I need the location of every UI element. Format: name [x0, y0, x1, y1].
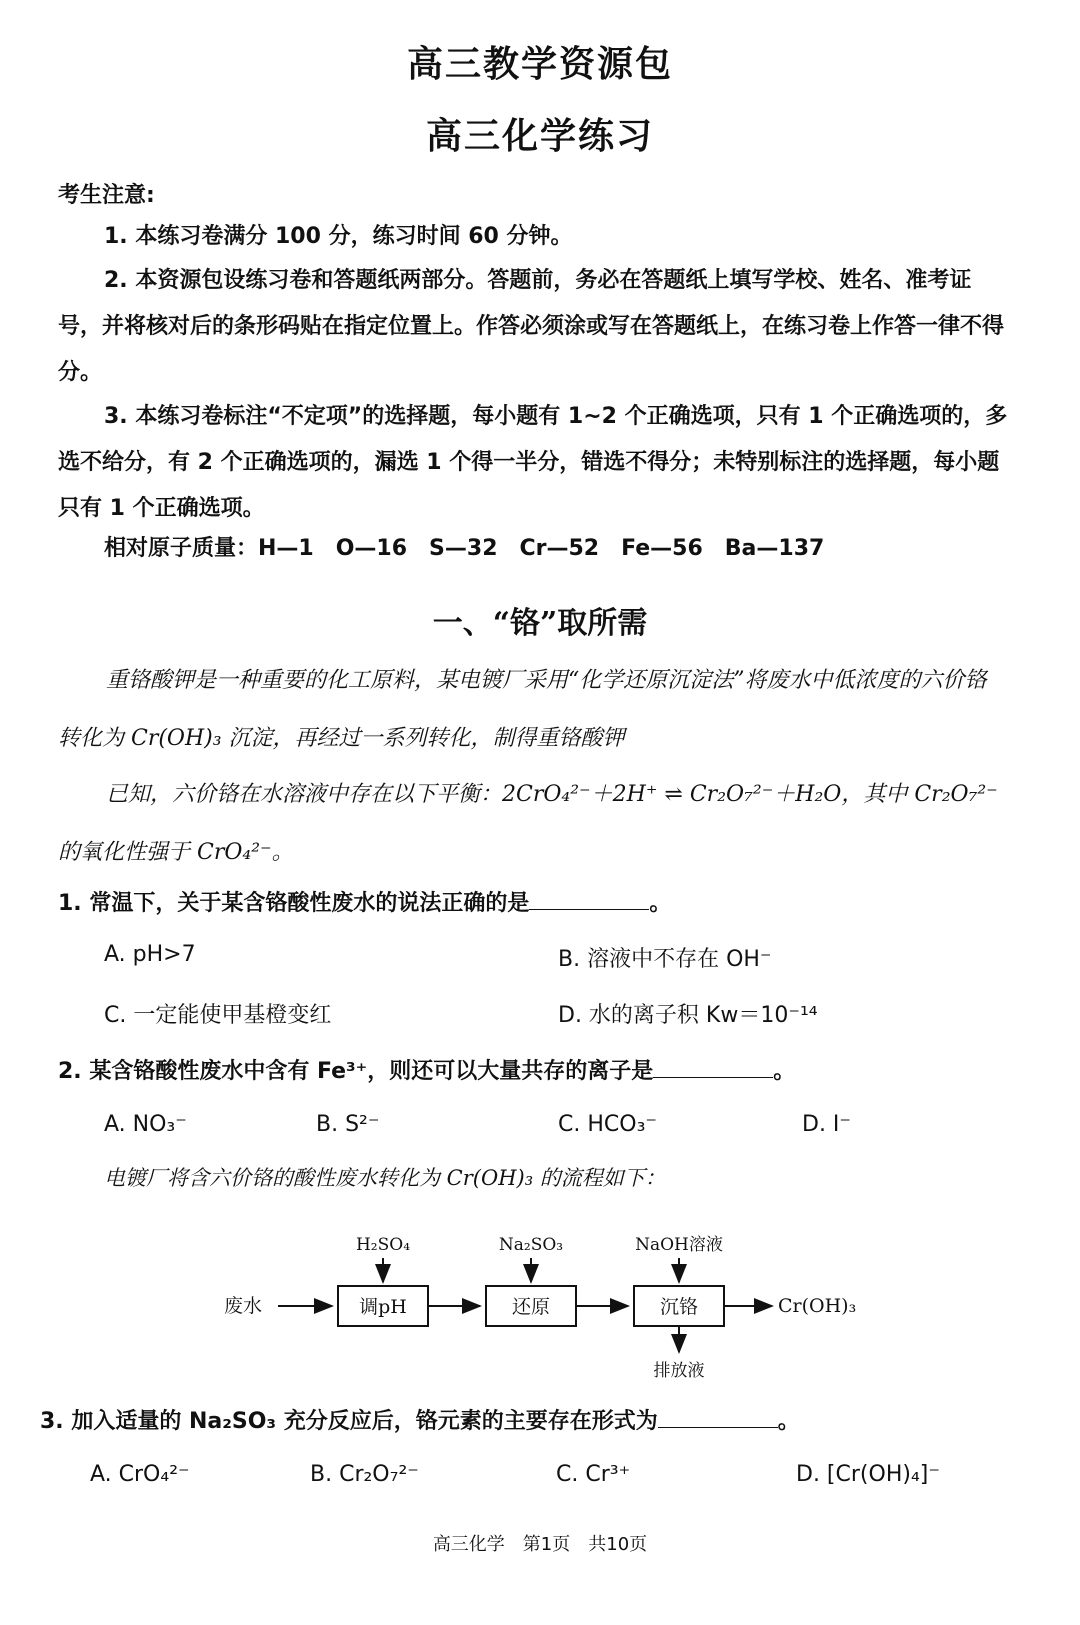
notice-heading: 考生注意: — [58, 183, 155, 208]
q1-option-a: A. pH>7 — [104, 942, 196, 967]
question-3-end: 。 — [777, 1409, 800, 1434]
notice-item-2: 2. 本资源包设练习卷和答题纸两部分。答题前，务必在答题纸上填写学校、姓名、准考证号，并将核对后的条形码贴在指定位置上。作答必须涂或写在答题纸上，在练习卷上作答一律不得分。 — [58, 268, 1005, 385]
flow-intro: 电镀厂将含六价铬的酸性废水转化为 Cr(OH)₃ 的流程如下： — [104, 1166, 666, 1190]
q1-option-b: B. 溶液中不存在 OH⁻ — [558, 947, 772, 972]
notice-item-3: 3. 本练习卷标注“不定项”的选择题，每小题有 1~2 个正确选项，只有 1 个正确选项的，多选不给分，有 2 个正确选项的，漏选 1 个得一半分，错选不得分；未特别标注的选择题，每小题只有 1 个正确选项。 — [58, 404, 1008, 521]
question-3 — [40, 1404, 800, 1435]
exam-title: 高三化学练习 — [425, 115, 654, 157]
answer-blank-3 — [658, 1407, 778, 1428]
notice-item-1: 1. 本练习卷满分 100 分，练习时间 60 分钟。 — [104, 224, 573, 249]
waste-label: 排放液 — [653, 1361, 705, 1381]
atomic-mass-line: 相对原子质量：H—1 O—16 S—32 Cr—52 Fe—56 Ba—137 — [104, 536, 825, 561]
question-1-end: 。 — [649, 891, 672, 916]
flow-input-label: 废水 — [224, 1295, 263, 1317]
question-2 — [58, 1054, 795, 1085]
page-footer: 高三化学 第1页 共10页 — [432, 1534, 648, 1555]
answer-blank-2 — [653, 1057, 773, 1078]
reagent-1-label: H₂SO₄ — [355, 1235, 411, 1255]
reagent-2-label: Na₂SO₃ — [498, 1235, 564, 1255]
section-1-intro: 重铬酸钾是一种重要的化工原料，某电镀厂采用“化学还原沉淀法”将废水中低浓度的六价铬转化为 Cr(OH)₃ 沉淀，再经过一系列转化，制得重铬酸钾 — [58, 668, 987, 751]
section-1-title: 一、“铬”取所需 — [432, 606, 648, 641]
flow-step-1-label: 调pH — [359, 1296, 407, 1318]
q1-option-c: C. 一定能使甲基橙变红 — [104, 1003, 332, 1028]
question-1 — [58, 886, 671, 917]
flow-output-label: Cr(OH)₃ — [778, 1295, 857, 1317]
question-3-stem: 3. 加入适量的 Na₂SO₃ 充分反应后，铬元素的主要存在形式为 — [40, 1409, 658, 1434]
equilibrium-statement: 已知，六价铬在水溶液中存在以下平衡：2CrO₄²⁻＋2H⁺ ⇌ Cr₂O₇²⁻＋H₂O，其中 Cr₂O₇²⁻ 的氧化性强于 CrO₄²⁻。 — [58, 782, 998, 865]
resource-pack-title: 高三教学资源包 — [406, 43, 673, 85]
q3-option-c: C. Cr³⁺ — [556, 1462, 631, 1487]
q3-option-a: A. CrO₄²⁻ — [90, 1462, 190, 1487]
question-2-stem: 2. 某含铬酸性废水中含有 Fe³⁺，则还可以大量共存的离子是 — [58, 1059, 654, 1084]
question-2-end: 。 — [773, 1059, 796, 1084]
flow-step-2-label: 还原 — [511, 1296, 551, 1318]
q2-option-d: D. I⁻ — [802, 1112, 852, 1137]
reagent-3-label: NaOH溶液 — [635, 1235, 723, 1255]
flow-step-3-label: 沉铬 — [659, 1296, 699, 1318]
q2-option-a: A. NO₃⁻ — [104, 1112, 187, 1137]
answer-blank-1 — [529, 889, 649, 910]
q2-option-c: C. HCO₃⁻ — [558, 1112, 657, 1137]
process-flow-diagram — [200, 1220, 920, 1390]
question-1-stem: 1. 常温下，关于某含铬酸性废水的说法正确的是 — [58, 891, 530, 916]
q1-option-d: D. 水的离子积 Kw＝10⁻¹⁴ — [558, 1003, 818, 1028]
q3-option-d: D. [Cr(OH)₄]⁻ — [796, 1462, 940, 1487]
q2-option-b: B. S²⁻ — [316, 1112, 380, 1137]
q3-option-b: B. Cr₂O₇²⁻ — [310, 1462, 419, 1487]
